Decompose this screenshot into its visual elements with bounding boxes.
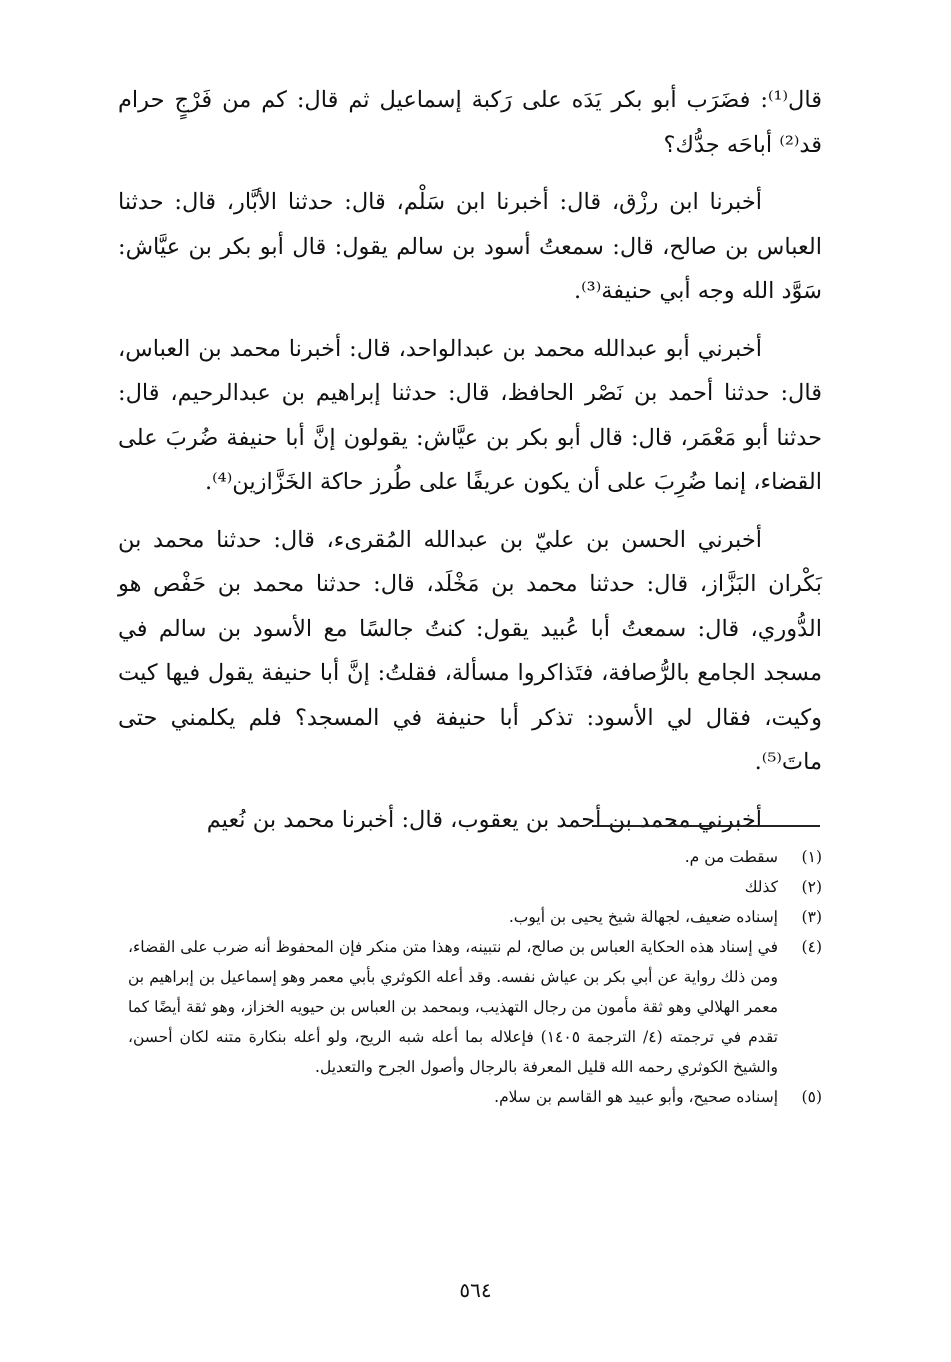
paragraph: أخبرنا ابن رزْق، قال: أخبرنا ابن سَلْم، قال: حدثنا الأبَّار، قال: حدثنا العباس بن صالح، قال: سمعتُ أسود بن سالم يقول: قال أبو بكر بن عيَّاش: سَوَّد الله وجه أبي حنيفة⁽³⁾. [118,189,822,304]
footnote [128,932,822,1082]
footnote-text: سقطت من م. [684,848,778,866]
footnote [128,902,822,932]
footnote-text: في إسناد هذه الحكاية العباس بن صالح، لم نتبينه، وهذا متن منكر فإن المحفوظ أنه ضرب على القضاء، ومن ذلك رواية عن أبي بكر بن عياش نفسه. وقد أعله الكوثري بأبي معمر وهو إسماعيل بن إبراهيم بن معمر الهلالي وهو ثقة مأمون من رجال التهذيب، وبمحمد بن العباس بن حيويه الخزاز، وهو ثقة أيضًا كما تقدم في ترجمته (٤/ الترجمة ١٤٠٥) فإعلاله بما أعله شبه الريح، ولو أعله بنكارة متنه لكان أحسن، والشيخ الكوثري رحمه الله قليل المعرفة بالرجال وأصول الجرح والتعديل. [128,938,778,1076]
paragraph: أخبرني أبو عبدالله محمد بن عبدالواحد، قال: أخبرنا محمد بن العباس، قال: حدثنا أحمد بن نَصْر الحافظ، قال: حدثنا إبراهيم بن عبدالرحيم، قال: حدثنا أبو مَعْمَر، قال: قال أبو بكر بن عيَّاش: يقولون إنَّ أبا حنيفة ضُربَ على القضاء، إنما ضُرِبَ على أن يكون عريفًا على طُرز حاكة الخَزَّازين⁽⁴⁾. [118,335,822,495]
footnote-number: (٥) [801,1088,822,1106]
footnote-number: (٣) [801,908,822,926]
footnote-text: كذلك [744,878,778,896]
paragraph: أخبرني الحسن بن عليّ بن عبدالله المُقرىء، قال: حدثنا محمد بن بَكْران البَزَّاز، قال: حدثنا محمد بن مَخْلَد، قال: حدثنا محمد بن حَفْص هو الدُّوري، قال: سمعتُ أبا عُبيد يقول: كنتُ جالسًا مع الأسود بن سالم في مسجد الجامع بالرُّصافة، فتَذاكروا مسألة، فقلتُ: إنَّ أبا حنيفة يقول فيها كيت وكيت، فقال لي الأسود: تذكر أبا حنيفة في المسجد؟ فلم يكلمني حتى ماتَ⁽⁵⁾. [118,526,822,775]
paragraph: أخبرني محمد بن أحمد بن يعقوب، قال: أخبرنا محمد بن نُعيم [206,806,762,833]
footnote-number: (٢) [801,878,822,896]
paragraph: قال⁽¹⁾: فضَرَب أبو بكر يَدَه على رَكبة إسماعيل ثم قال: كم من فَرْجٍ حرام قد⁽²⁾ أباحَه جدُّك؟ [118,87,822,158]
page-number: ٥٦٤ [459,1278,492,1302]
footnote-divider [592,825,820,827]
footnote-number: (٤) [801,938,822,956]
main-text [118,78,822,855]
footnote [128,1082,822,1112]
footnote [128,872,822,902]
footnote-number: (١) [801,848,822,866]
footnote [128,842,822,872]
footnote-text: إسناده صحيح، وأبو عبيد هو القاسم بن سلام. [494,1088,778,1106]
footnotes [128,842,822,1112]
footnote-text: إسناده ضعيف، لجهالة شيخ يحيى بن أيوب. [508,908,778,926]
